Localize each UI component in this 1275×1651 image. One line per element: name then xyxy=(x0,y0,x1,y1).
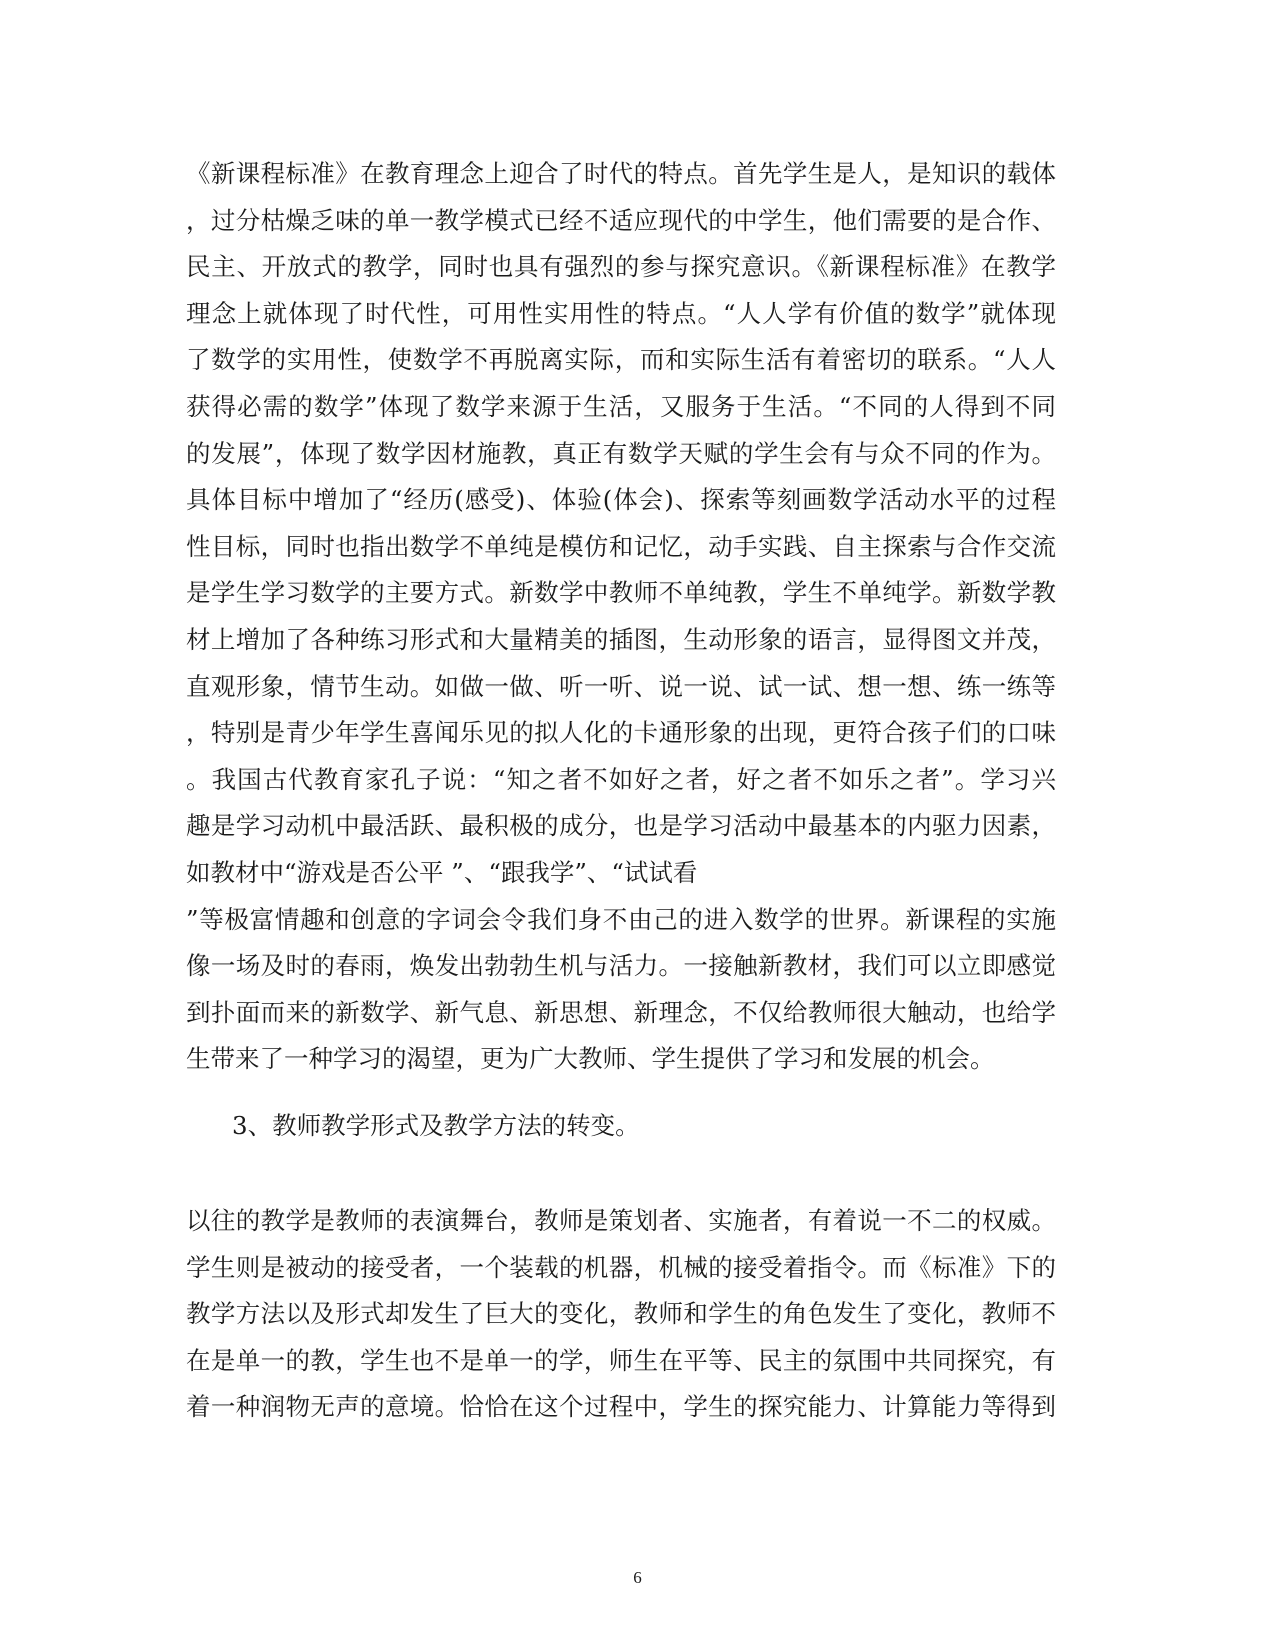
text-line: 材上增加了各种练习形式和大量精美的插图，生动形象的语言，显得图文并茂， xyxy=(186,624,1056,654)
text-line: 教学方法以及形式却发生了巨大的变化，教师和学生的角色发生了变化，教师不 xyxy=(186,1299,1056,1329)
text-line: 理念上就体现了时代性，可用性实用性的特点。“人人学有价值的数学”就体现 xyxy=(186,298,1056,328)
text-line: 获得必需的数学”体现了数学来源于生活，又服务于生活。“不同的人得到不同 xyxy=(186,391,1056,421)
text-line: 着一种润物无声的意境。恰恰在这个过程中，学生的探究能力、计算能力等得到 xyxy=(186,1392,1056,1422)
text-line: 生带来了一种学习的渴望，更为广大教师、学生提供了学习和发展的机会。 xyxy=(186,1044,995,1074)
text-line: 在是单一的教，学生也不是单一的学，师生在平等、民主的氛围中共同探究，有 xyxy=(186,1345,1056,1375)
text-line: 趣是学习动机中最活跃、最积极的成分，也是学习活动中最基本的内驱力因素， xyxy=(186,811,1056,841)
text-line: 了数学的实用性，使数学不再脱离实际，而和实际生活有着密切的联系。“人人 xyxy=(186,345,1056,375)
text-line: 是学生学习数学的主要方式。新数学中教师不单纯教，学生不单纯学。新数学教 xyxy=(186,578,1056,608)
text-line: 以往的教学是教师的表演舞台，教师是策划者、实施者，有着说一不二的权威。 xyxy=(186,1206,1056,1235)
text-line: 民主、开放式的教学，同时也具有强烈的参与探究意识。《新课程标准》在教学 xyxy=(186,252,1056,282)
text-line: 。我国古代教育家孔子说：“知之者不如好之者，好之者不如乐之者”。学习兴 xyxy=(186,764,1056,794)
section-heading: 3、教师教学形式及教学方法的转变。 xyxy=(232,1111,640,1140)
text-line: ，过分枯燥乏味的单一教学模式已经不适应现代的中学生，他们需要的是合作、 xyxy=(186,205,1056,235)
body-paragraph-1 xyxy=(186,151,1056,1083)
text-line: 《新课程标准》在教育理念上迎合了时代的特点。首先学生是人，是知识的载体 xyxy=(186,159,1056,188)
text-line: 到扑面而来的新数学、新气息、新思想、新理念，不仅给教师很大触动，也给学 xyxy=(186,997,1056,1027)
text-line: 性目标，同时也指出数学不单纯是模仿和记忆，动手实践、自主探索与合作交流 xyxy=(186,531,1056,561)
text-line: 像一场及时的春雨，焕发出勃勃生机与活力。一接触新教材，我们可以立即感觉 xyxy=(186,951,1056,981)
text-line: 如教材中“游戏是否公平 ”、“跟我学”、“试试看 xyxy=(186,857,698,887)
text-line: ”等极富情趣和创意的字词会令我们身不由己的进入数学的世界。新课程的实施 xyxy=(186,904,1056,934)
page-number: 6 xyxy=(633,1568,642,1587)
text-line: 的发展”，体现了数学因材施教，真正有数学天赋的学生会有与众不同的作为。 xyxy=(186,438,1056,468)
text-line: 学生则是被动的接受者，一个装载的机器，机械的接受着指令。而《标准》下的 xyxy=(186,1252,1056,1282)
text-line: 直观形象，情节生动。如做一做、听一听、说一说、试一试、想一想、练一练等 xyxy=(186,671,1056,701)
body-paragraph-2 xyxy=(186,1198,1056,1431)
text-line: 具体目标中增加了“经历(感受)、体验(体会)、探索等刻画数学活动水平的过程 xyxy=(186,485,1056,515)
text-line: ，特别是青少年学生喜闻乐见的拟人化的卡通形象的出现，更符合孩子们的口味 xyxy=(186,718,1056,748)
